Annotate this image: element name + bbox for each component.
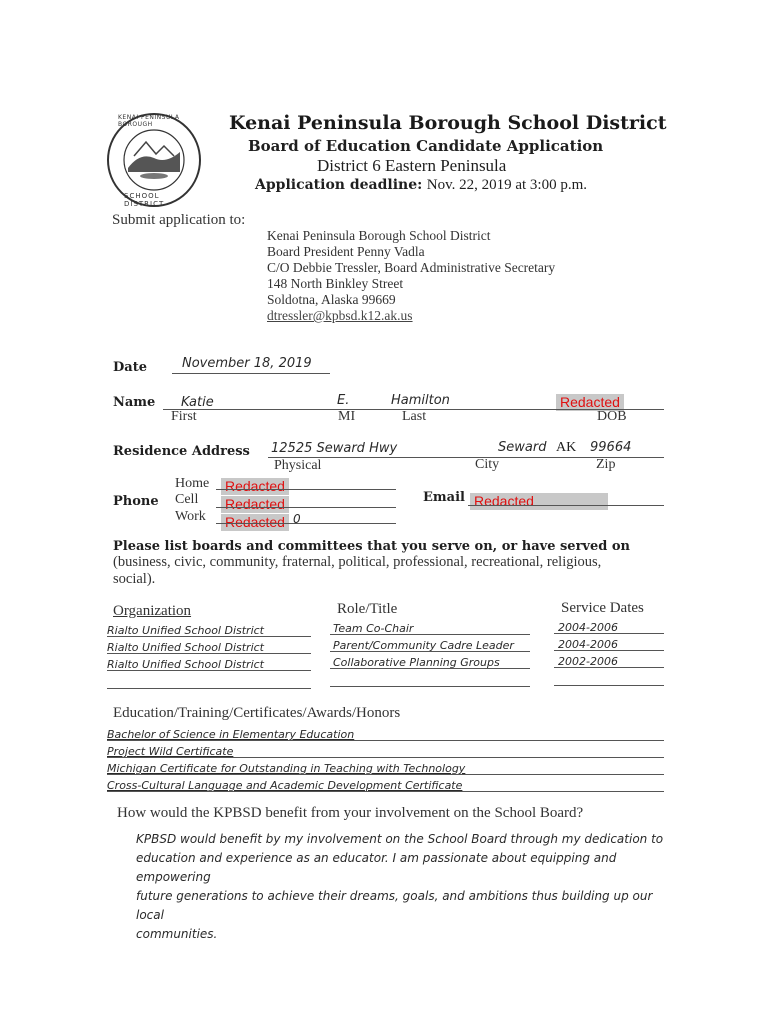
board-org[interactable]: Rialto Unified School District [107,658,264,671]
board-row-line [330,634,530,635]
application-subtitle: Board of Education Candidate Application [248,137,604,155]
col-role: Role/Title [337,601,398,617]
home-line [216,489,396,490]
deadline-label: Application deadline: [255,177,423,193]
date-label: Date [113,360,147,375]
benefit-answer-line: communities. [136,927,218,941]
education-line [107,791,664,792]
district-seal [106,112,202,208]
board-row-line [330,686,530,687]
board-role[interactable]: Team Co-Chair [333,622,414,635]
cell-label: Cell [175,492,199,507]
phone-label: Phone [113,494,159,509]
mi-value[interactable]: E. [337,393,350,408]
deadline [255,177,587,194]
board-org[interactable]: Rialto Unified School District [107,641,264,654]
date-line [172,373,330,374]
address-line: Kenai Peninsula Borough School District [267,228,491,243]
email-line [468,505,664,506]
first-name-value[interactable]: Katie [181,395,214,410]
boards-subtext-1: (business, civic, community, fraternal, political, professional, recreational, religious, [113,554,602,570]
education-item[interactable]: Project Wild Certificate [107,745,234,758]
zip-caption: Zip [596,457,616,472]
board-row-line [107,688,311,689]
col-dates: Service Dates [561,600,644,616]
address-label: Residence Address [113,444,250,459]
work-phone-redacted: Redacted [221,514,289,531]
dob-redacted: Redacted [556,394,624,411]
education-item[interactable]: Cross-Cultural Language and Academic Development Certificate [107,779,463,792]
address-line: Soldotna, Alaska 99669 [267,292,396,307]
dob-caption: DOB [597,409,627,424]
home-phone-redacted: Redacted [221,478,289,495]
physical-value[interactable]: 12525 Seward Hwy [271,441,398,456]
education-line [107,757,664,758]
education-line [107,740,664,741]
board-role[interactable]: Collaborative Planning Groups [333,656,500,669]
board-row-line [107,636,311,637]
benefit-answer-line: education and experience as an educator. I am passionate about equipping and empowering [136,851,617,884]
seal-top-text: KENAI PENINSULA BOROUGH [118,114,180,128]
date-value[interactable]: November 18, 2019 [182,356,312,371]
district-title: Kenai Peninsula Borough School District [229,112,667,134]
zip-value[interactable]: 99664 [590,440,632,455]
work-label: Work [175,509,206,524]
physical-caption: Physical [274,458,322,473]
district-region: District 6 Eastern Peninsula [317,156,507,175]
boards-subtext-2: social). [113,571,156,587]
email-link[interactable]: dtressler@kpbsd.k12.ak.us [267,308,413,323]
benefit-answer[interactable] [136,830,676,944]
board-row-line [554,667,664,668]
board-row-line [330,651,530,652]
board-row-line [107,653,311,654]
mi-caption: MI [338,409,356,424]
cell-phone-redacted: Redacted [221,496,289,513]
city-value[interactable]: Seward [498,440,547,455]
boards-heading: Please list boards and committees that you serve on, or have served on [113,539,630,554]
address-line: C/O Debbie Tressler, Board Administrative Secretary [267,260,556,275]
board-dates[interactable]: 2004-2006 [558,638,618,651]
deadline-value: Nov. 22, 2019 at 3:00 p.m. [426,177,588,193]
col-organization: Organization [113,603,192,619]
education-heading: Education/Training/Certificates/Awards/Honors [113,705,401,721]
submit-address [267,228,555,324]
city-caption: City [475,457,500,472]
submit-label: Submit application to: [112,212,246,228]
home-label: Home [175,476,210,491]
first-caption: First [171,409,197,424]
board-row-line [554,685,664,686]
name-label: Name [113,395,156,410]
benefit-question: How would the KPBSD benefit from your involvement on the School Board? [117,805,584,821]
last-caption: Last [402,409,427,424]
board-dates[interactable]: 2004-2006 [558,621,618,634]
email-redacted: Redacted [470,493,608,510]
benefit-answer-line: KPBSD would benefit by my involvement on the School Board through my dedication to [136,832,664,846]
address-line: Board President Penny Vadla [267,244,425,259]
education-item[interactable]: Bachelor of Science in Elementary Education [107,728,355,741]
last-name-value[interactable]: Hamilton [391,393,450,408]
cell-line [216,507,396,508]
seal-bottom-text: SCHOOL DISTRICT [124,192,165,208]
state-value[interactable]: AK [556,440,577,455]
email-label: Email [423,490,465,505]
board-row-line [107,670,311,671]
benefit-answer-line: future generations to achieve their dreams, goals, and ambitions thus building up our local [136,889,653,922]
education-line [107,774,664,775]
board-org[interactable]: Rialto Unified School District [107,624,264,637]
board-role[interactable]: Parent/Community Cadre Leader [333,639,514,652]
board-row-line [330,668,530,669]
education-item[interactable]: Michigan Certificate for Outstanding in Teaching with Technology [107,762,466,775]
board-dates[interactable]: 2002-2006 [558,655,618,668]
board-row-line [554,633,664,634]
work-line [216,523,396,524]
board-row-line [554,650,664,651]
address-line: 148 North Binkley Street [267,276,404,291]
work-phone-suffix: 0 [293,512,301,526]
